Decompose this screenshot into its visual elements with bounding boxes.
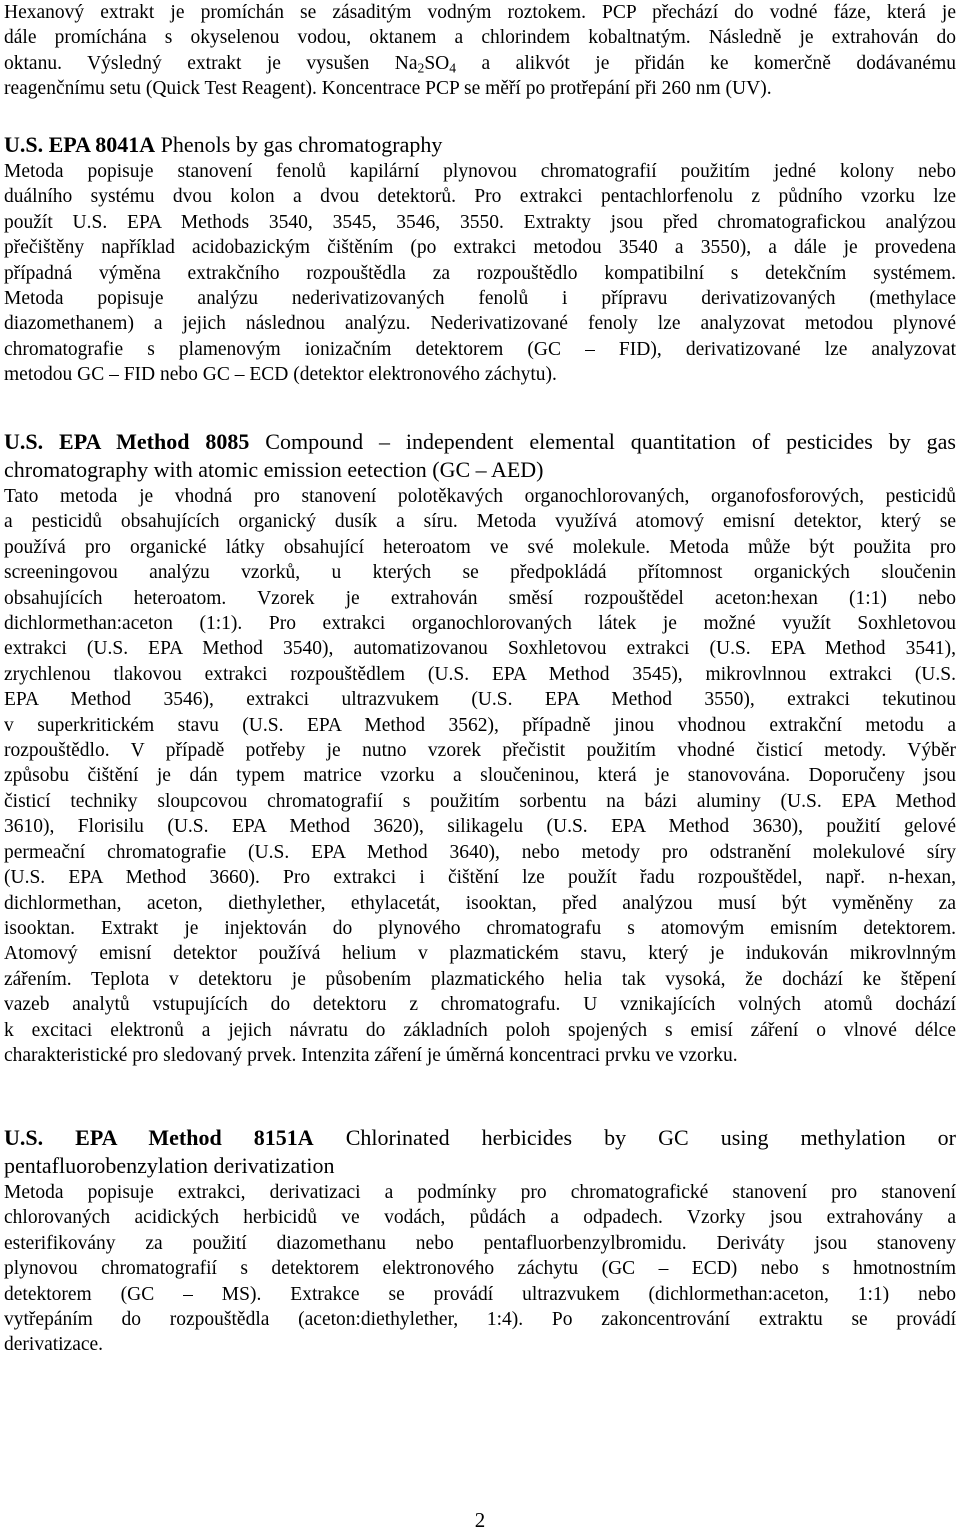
text-line: chromatografie s plamenovým ionizačním detektorem (GC – FID), derivatizované lze analyzovat [4,338,956,360]
section-heading: U.S. EPA Method 8085 Compound – independent elemental quantitation of pesticides by gas chromatography with atomic emission eetection (GC – AED) [4,429,956,482]
text-line: používá pro organické látky obsahující heteroatom ve své molekule. Metoda může být použita pro [4,536,956,558]
text-line: vazeb analytů vstupujících do detektoru z chromatografu. U vznikajících volných atomů dochází [4,994,956,1016]
text-line: 3610), Florisilu (U.S. EPA Method 3620), silikagelu (U.S. EPA Method 3630), použití gelové [4,816,956,838]
text-line: metodou GC – FID nebo GC – ECD (detektor elektronového záchytu). [4,364,557,386]
text-line: přečištěny například acidobazickým čištěním (po extrakci metodou 3540 a 3550), a dále je provedena [4,237,956,259]
text-line: charakteristické pro sledovaný prvek. Intenzita záření je úměrná koncentraci prvku ve vzorku. [4,1044,738,1066]
text-line: extrakci (U.S. EPA Method 3540), automatizovanou Soxhletovou extrakci (U.S. EPA Method 3541), [4,638,956,660]
text-line: dichlormethan:aceton (1:1). Pro extrakci organochlorovaných látek je možné využít Soxhletovou [4,613,956,635]
page-number: 2 [474,1508,486,1532]
text-line: esterifikovány za použití diazomethanu nebo pentafluorbenzylbromidu. Deriváty jsou stanoveny [4,1232,956,1254]
text-line: diazomethanem) a jejich následnou analýzu. Nederivatizované fenoly lze analyzovat metodou plynové [4,313,956,335]
text-line: detektorem (GC – MS). Extrakce se provádí ultrazvukem (dichlormethan:aceton, 1:1) nebo [4,1283,956,1305]
text-line: způsobu čištění je dán typem matrice vzorku a sloučeninou, která je stanovována. Doporučeny jsou [4,765,956,787]
section-body [4,159,956,388]
intro-paragraph [4,0,956,102]
text-line: screeningovou analýzu vzorků, u kterých se předpokládá přítomnost organických sloučenin [4,562,956,584]
text-line: chlorovaných acidických herbicidů ve vodách, půdách a odpadech. Vzorky jsou extrahovány a [4,1207,956,1229]
text-line: oktanu. Výsledný extrakt je vysušen $Na_2SO_4$ a alikvót je přidán ke komerčně dodávanému [4,52,956,76]
text-line: obsahujících heteroatom. Vzorek je extrahován směsí rozpouštědel aceton:hexan (1:1) nebo [4,587,956,609]
text-line: Hexanový extrakt je promíchán se zásaditým vodným roztokem. PCP přechází do vodné fáze, která je [4,2,956,23]
text-line: duálního systému dvou kolon a dvou detektorů. Pro extrakci pentachlorfenolu z půdního vzorku lze [4,186,956,208]
text-line: vytřepáním do rozpouštědla (aceton:diethylether, 1:4). Po zakoncentrování extraktu se provádí [4,1309,956,1331]
text-line: dichlormethan, aceton, diethylether, ethylacetát, isooktan, před analýzou musí být vyměněny za [4,892,956,914]
section-body [4,484,956,1068]
text-line: permeační chromatografie (U.S. EPA Method 3640), nebo metody pro odstranění molekulové síry [4,841,956,863]
text-line: Atomový emisní detektor používá helium v plazmatickém stavu, který je indukován mikrovlnným [4,943,956,965]
text-line: plynovou chromatografií s detektorem elektronového záchytu (GC – ECD) nebo s hmotnostním [4,1258,956,1280]
section-heading: U.S. EPA 8041A Phenols by gas chromatography [4,132,443,157]
text-line: rozpouštědlo. V případě potřeby je nutno vzorek přečistit použitím vhodné čisticí metody. Výběr [4,740,956,762]
section-epa-8041a [4,131,956,388]
text-line: zrychlenou tlakovou extrakci rozpouštědlem (U.S. EPA Method 3545), mikrovlnnou extrakci (U.S. [4,663,956,685]
section-epa-8151a [4,1124,956,1358]
section-heading: U.S. EPA Method 8151A Chlorinated herbicides by GC using methylation or pentafluorobenzylation derivatization [4,1125,956,1178]
text-line: EPA Method 3546), extrakci ultrazvukem (U.S. EPA Method 3550), extrakci tekutinou [4,689,956,711]
text-line: dále promíchána s okyselenou vodou, oktanem a chlorindem kobaltnatým. Následně je extrahován do [4,27,956,49]
text-line: Tato metoda je vhodná pro stanovení polotěkavých organochlorovaných, organofosforových, pesticidů [4,486,956,507]
text-line: derivatizace. [4,1334,104,1356]
text-line: případná výměna extrakčního rozpouštědla za rozpouštědlo kompatibilní s detekčním systémem. [4,262,956,284]
text-line: k excitaci elektronů a jejich návratu do základních poloh spojených s emisí záření o vlnové délce [4,1019,956,1041]
text-line: (U.S. EPA Method 3660). Pro extrakci i čištění lze použít řadu rozpouštědel, např. n-hexan, [4,867,956,889]
section-body [4,1180,956,1358]
text-line: zářením. Teplota v detektoru je působením plazmatického helia tak vysoká, že dochází ke štěpení [4,968,956,990]
text-line: čisticí techniky sloupcovou chromatografií s použitím sorbentu na bázi aluminy (U.S. EPA Method [4,790,956,812]
text-line: použít U.S. EPA Methods 3540, 3545, 3546, 3550. Extrakty jsou před chromatografickou analýzou [4,211,956,233]
text-line: Metoda popisuje extrakci, derivatizaci a podmínky pro chromatografické stanovení pro stanovení [4,1182,956,1203]
text-line: Metoda popisuje analýzu nederivatizovaných fenolů i přípravu derivatizovaných (methylace [4,288,956,310]
text-line: reagenčnímu setu (Quick Test Reagent). Koncentrace PCP se měří po protřepání při 260 nm (UV). [4,78,772,100]
text-line: v superkritickém stavu (U.S. EPA Method 3562), případně jinou vhodnou extrakční metodu a [4,714,956,736]
text-line: a pesticidů obsahujících organický dusík a síru. Metoda využívá atomový emisní detektor, který se [4,511,956,533]
text-line: isooktan. Extrakt je injektován do plynového chromatografu s atomovým emisním detektorem. [4,917,956,939]
section-epa-8085 [4,428,956,1068]
text-line: Metoda popisuje stanovení fenolů kapilární plynovou chromatografií použitím jedné kolony nebo [4,161,956,182]
